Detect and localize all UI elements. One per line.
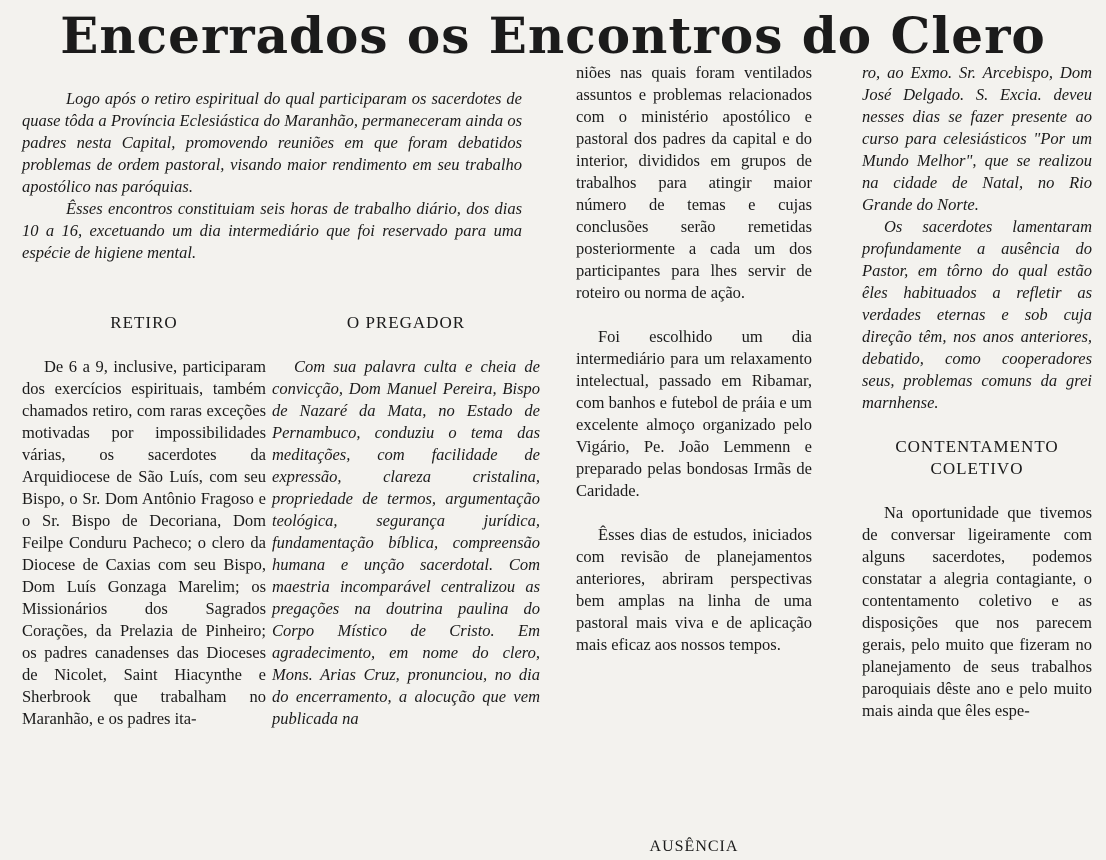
headline: Encerrados os Encontros do Clero <box>60 6 1046 65</box>
col3-paragraph-3: Êsses dias de estudos, iniciados com revisão de planejamentos anteriores, abriram perspectivas bem amplas na linha de uma pastoral mais viva e de aplicação mais eficaz aos nossos tempos. <box>576 525 812 654</box>
column-three <box>576 62 812 656</box>
retiro-text: De 6 a 9, inclusive, participaram dos exercícios espirituais, também chamados retiro, com raras exceções motivadas por impossibilidades várias, os sacerdotes da Arquidiocese de São Luís, com seu Bispo, o Sr. Dom Antônio Fragoso e o Sr. Bispo de Decoriana, Dom Feilpe Conduru Pacheco; o clero da Diocese de Caxias com seu Bispo, Dom Luís Gonzaga Marelim; os Missionários dos Sagrados Corações, da Prelazia de Pinheiro; os padres canadenses das Dioceses de Nicolet, Saint Hiacynthe e Sherbrook que trabalham no Maranhão, e os padres ita- <box>22 357 266 728</box>
column-retiro <box>22 312 266 730</box>
intro-paragraph-1: Logo após o retiro espiritual do qual participaram os sacerdotes de quase tôda a Província Eclesiástica do Maranhão, permaneceram ainda os padres nesta Capital, promovendo reuniões em que foram debatidos problemas de ordem pastoral, visando maior rendimento em seu trabalho apostólico nas paróquias. <box>22 89 522 196</box>
col4-paragraph-2: Os sacerdotes lamentaram profundamente a ausência do Pastor, em tôrno do qual estão êles habituados a refletir as verdades eternas e sob cuja direção têm, nos anos anteriores, debatido, como cooperadores seus, problemas comuns da grei marnhense. <box>862 217 1092 412</box>
subhead-ausencia: AUSÊNCIA <box>649 838 739 855</box>
col4-paragraph-3: Na oportunidade que tivemos de conversar ligeiramente com alguns sacerdotes, podemos constatar a alegria contagiante, o contentamento coletivo e as disposições que nos parecem gerais, pelo muito que fizeram no planejamento de seus trabalhos paroquiais dêste ano e pelo muito mais ainda que êles espe- <box>862 503 1092 720</box>
subhead-pregador: O PREGADOR <box>346 313 466 332</box>
intro-paragraphs <box>22 88 522 264</box>
col4-paragraph-1: ro, ao Exmo. Sr. Arcebispo, Dom José Delgado. S. Excia. deveu nesses dias se fazer presente ao curso para celesiásticos "Por um Mundo Melhor", que se realizou na cidade de Natal, no Rio Grande do Norte. <box>862 63 1092 214</box>
col3-paragraph-2: Foi escolhido um dia intermediário para um relaxamento intelectual, passado em Ribamar, com banhos e futebol de práia e um excelente almoço organizado pelo Vigário, Pe. João Lemmenn e preparado pelas bondosas Irmãs de Caridade. <box>576 327 812 500</box>
column-pregador <box>272 312 540 730</box>
col3-paragraph-1: niões nas quais foram ventilados assuntos e problemas relacionados com o ministério apostólico e pastoral dos padres da capital e do interior, divididos em grupos de trabalhos para atingir maior número de temas e cujas conclusões serão remetidas posteriormente a cada um dos participantes para lhes servir de roteiro ou norma de ação. <box>576 63 812 302</box>
subhead-retiro: RETIRO <box>110 313 178 332</box>
pregador-text: Com sua palavra culta e cheia de convicção, Dom Manuel Pereira, Bispo de Nazaré da Mata, no Estado de Pernambuco, conduziu o tema das meditações, com facilidade de expressão, clareza cristalina, propriedade de termos, argumentação teológica, segurança jurídica, fundamentação bíblica, compreensão humana e unção sacerdotal. Com maestria incomparável centralizou as pregações na doutrina paulina do Corpo Místico de Cristo. Em agradecimento, em nome do clero, Mons. Arias Cruz, pronunciou, no dia do encerramento, a alocução que vem publicada na <box>272 357 540 728</box>
intro-paragraph-2: Êsses encontros constituiam seis horas de trabalho diário, dos dias 10 a 16, excetuando um dia intermediário que foi reservado para uma espécie de higiene mental. <box>22 199 522 262</box>
subhead-contentamento: CONTENTAMENTO COLETIVO <box>895 437 1059 478</box>
column-four <box>862 62 1092 722</box>
